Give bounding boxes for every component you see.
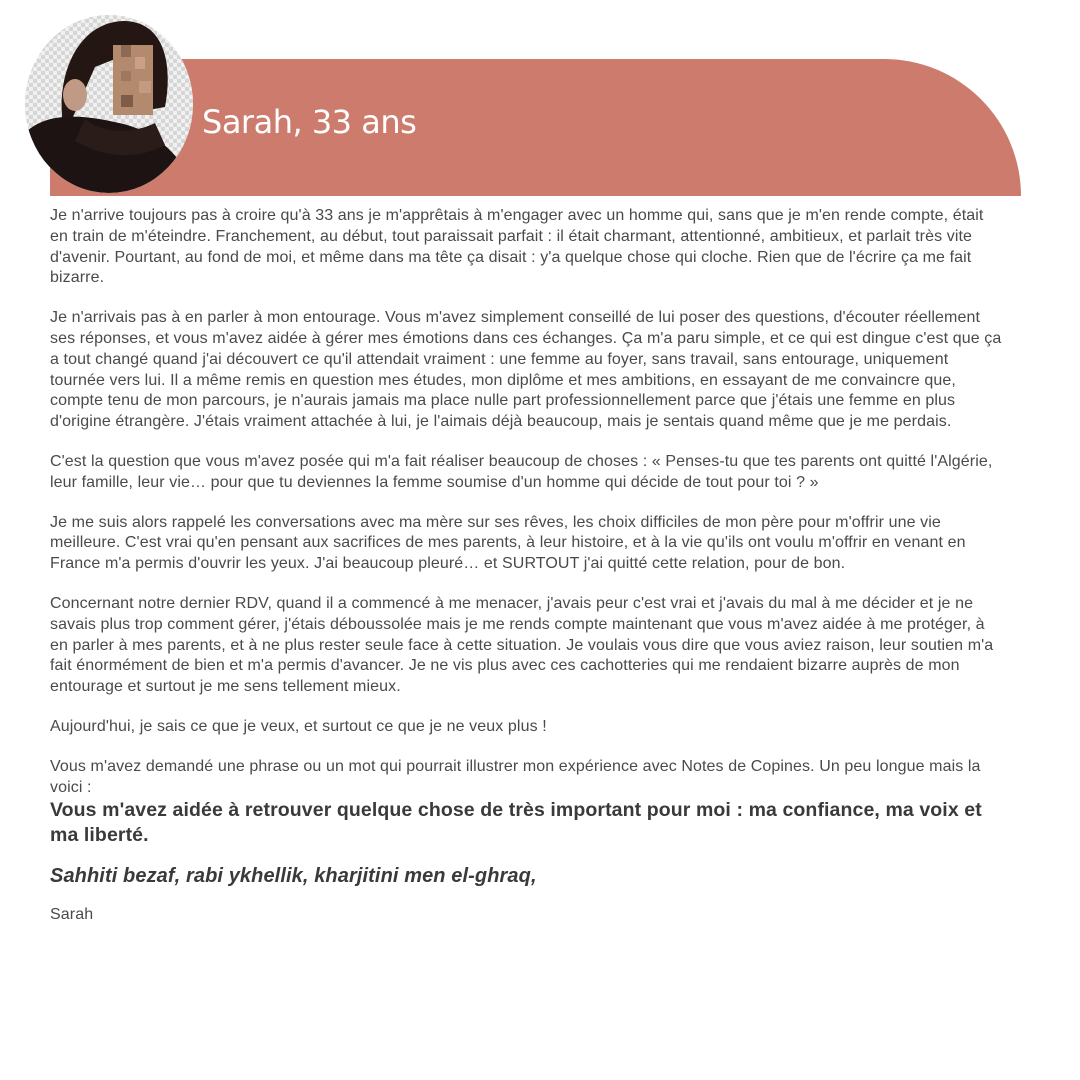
testimonial-body bbox=[50, 206, 1005, 926]
testimonial-paragraph: Je me suis alors rappelé les conversations avec ma mère sur ses rêves, les choix difficiles de mon père pour m'offrir une vie meilleure. C'est vrai qu'en pensant aux sacrifices de mes parents, à leur histoire, et à la vie qu'ils ont voulu m'offrir en venant en France m'a permis d'ouvrir les yeux. J'ai beaucoup pleuré… et SURTOUT j'ai quitté cette relation, pour de bon. bbox=[50, 513, 966, 573]
testimonial-paragraph: Concernant notre dernier RDV, quand il a commencé à me menacer, j'avais peur c'est vrai et j'avais du mal à me décider et je ne savais plus trop comment gérer, j'étais déboussolée mais je me rends compte maintenant que vous m'avez aidée à me protéger, à en parler à mes parents, et à ne plus rester seule face à cette situation. Je voulais vous dire que vous aviez raison, leur soutien m'a fait énormément de bien et m'a permis d'avancer. Je ne vis plus avec ces cachotteries qui me rendaient bizarre auprès de mon entourage et surtout je me sens tellement mieux. bbox=[50, 594, 994, 696]
signature: Sarah bbox=[50, 906, 94, 924]
testimonial-paragraph: C'est la question que vous m'avez posée qui m'a fait réaliser beaucoup de choses : « Penses-tu que tes parents ont quitté l'Algérie, leur famille, leur vie… pour que tu deviennes la femme soumise d'un homme qui décide de tout pour toi ? » bbox=[50, 452, 993, 491]
testimonial-paragraph: Vous m'avez demandé une phrase ou un mot qui pourrait illustrer mon expérience avec Notes de Copines. Un peu longue mais la voici : bbox=[50, 757, 981, 796]
closing-phrase: Sahhiti bezaf, rabi ykhellik, kharjitini men el-ghraq, bbox=[50, 865, 537, 888]
testimonial-paragraph: Je n'arrivais pas à en parler à mon entourage. Vous m'avez simplement conseillé de lui poser des questions, d'écouter réellement ses réponses, et vous m'avez aidée à gérer mes émotions dans ces échanges. Ça m'a paru simple, et ce qui est dingue c'est que ça a tout changé quand j'ai découvert ce qu'il attendait vraiment : une femme au foyer, sans travail, sans entourage, uniquement tournée vers lui. Il a même remis en question mes études, mon diplôme et mes ambitions, en essayant de me convaincre que, compte tenu de mon parcours, je n'aurais jamais ma place nulle part professionnellement parce que j'étais une femme en plus d'origine étrangère. J'étais vraiment attachée à lui, je l'aimais déjà beaucoup, mais je sentais quand même que je me perdais. bbox=[50, 309, 1002, 431]
highlight-quote: Vous m'avez aidée à retrouver quelque chose de très important pour moi : ma confiance, ma voix et ma liberté. bbox=[50, 799, 982, 847]
testimonial-paragraph: Je n'arrive toujours pas à croire qu'à 33 ans je m'apprêtais à m'engager avec un homme qui, sans que je m'en rende compte, était en train de m'éteindre. Franchement, au début, tout paraissait parfait : il était charmant, attentionné, ambitieux, et parlait très vite d'avenir. Pourtant, au fond de moi, et même dans ma tête ça disait : y'a quelque chose qui cloche. Rien que de l'écrire ça me fait bizarre. bbox=[50, 207, 984, 287]
page-title: Sarah, 33 ans bbox=[202, 103, 417, 141]
header-banner bbox=[50, 59, 1021, 196]
person-photo-icon bbox=[25, 15, 193, 193]
avatar bbox=[25, 15, 193, 193]
testimonial-paragraph: Aujourd'hui, je sais ce que je veux, et surtout ce que je ne veux plus ! bbox=[50, 717, 547, 735]
